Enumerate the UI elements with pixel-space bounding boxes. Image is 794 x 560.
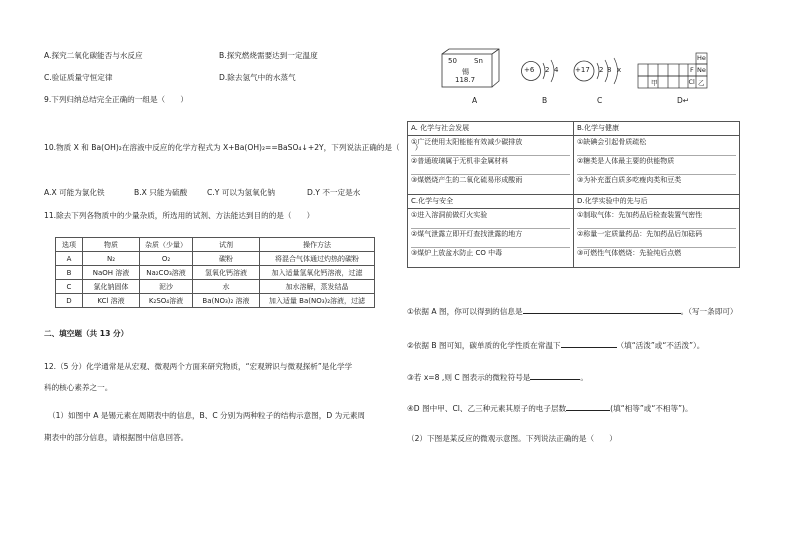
table-cell: 水 <box>193 280 260 294</box>
question-text: ①依据 A 图，你可以得到的信息是 <box>407 307 523 316</box>
element-f: F <box>690 66 694 74</box>
cell-title: A. 化学与社会发展 <box>411 124 470 132</box>
list-item: ②称量一定质量药品：先加药品后加砝码 <box>577 228 736 247</box>
answer-blank[interactable] <box>530 371 580 380</box>
shell-2-electrons: 8 <box>607 66 612 74</box>
shell-3-electrons: x <box>617 66 622 74</box>
q10-option-b: B.X 只能为硫酸 <box>134 188 188 197</box>
table-row <box>56 280 375 294</box>
list-item: ③煤炉上放盆水防止 CO 中毒 <box>411 247 570 266</box>
table-cell: 加入适量 Ba(NO₃)₂溶液，过滤 <box>260 294 375 308</box>
list-item: ②普通玻璃属于无机非金属材料 <box>411 155 570 174</box>
cell-b-items <box>574 136 740 195</box>
section-heading: 二、填空题（共 13 分） <box>44 329 129 338</box>
element-cl: Cl <box>688 78 695 86</box>
table-cell: NaOH 溶液 <box>83 266 140 280</box>
question-text: 。 <box>580 373 588 382</box>
element-yi: 乙 <box>698 79 705 87</box>
answer-blank[interactable] <box>566 402 610 411</box>
question-text: ③若 x=8 ,则 C 图表示的微粒符号是 <box>407 373 531 382</box>
table-cell: KCl 溶液 <box>83 294 140 308</box>
question-12-2: （2）下图是某反应的微观示意图。下列说法正确的是（ ） <box>407 434 617 443</box>
list-item: ②糖类是人体最主要的供能物质 <box>577 155 736 174</box>
table-cell: Ba(NO₃)₂ 溶液 <box>193 294 260 308</box>
cell-d <box>574 195 740 209</box>
q12-line-1: 12.（5 分）化学通常是从宏观、微观两个方面来研究物质，“宏观辨识与微观探析”是化学学 <box>44 362 353 371</box>
table-header: 杂质（少量） <box>140 238 193 252</box>
figure-a-element-box <box>441 48 501 88</box>
table-row <box>56 252 375 266</box>
table-cell: O₂ <box>140 252 193 266</box>
impurity-table <box>55 237 375 308</box>
list-item: ②煤气泄露立即开灯查找泄露的地方 <box>411 228 570 247</box>
q12-1-line-2: 期表中的部分信息，请根据图中信息回答。 <box>44 433 189 442</box>
table-cell: D <box>56 294 83 308</box>
q12-line-2: 科的核心素养之一。 <box>44 383 113 392</box>
cell-a <box>408 122 574 136</box>
cell-d-items <box>574 209 740 268</box>
q10-option-c: C.Y 可以为氢氧化钠 <box>207 188 275 197</box>
table-cell: C <box>56 280 83 294</box>
q8-option-a: A.探究二氧化碳能否与水反应 <box>44 51 143 60</box>
summary-table <box>407 121 740 268</box>
cell-title: D.化学实验中的先与后 <box>577 197 648 205</box>
question-text: （填“活泼”或“不活泼”）。 <box>616 341 705 350</box>
q10-option-d: D.Y 不一定是水 <box>307 188 361 197</box>
table-row <box>56 294 375 308</box>
shell-1-electrons: 2 <box>545 66 550 74</box>
table-cell: K₂SO₄溶液 <box>140 294 193 308</box>
list-item: ③可燃性气体燃烧：先验纯后点燃 <box>577 247 736 266</box>
element-he: He <box>697 54 706 62</box>
figure-b-label: B <box>542 96 548 105</box>
q10-option-a: A.X 可能为氯化铁 <box>44 188 105 197</box>
list-item: ①缺碘会引起骨质疏松 <box>577 138 647 146</box>
atomic-number: 50 <box>448 57 457 65</box>
answer-blank[interactable] <box>523 305 681 314</box>
figure-d-label: D↵ <box>677 96 690 105</box>
question-10: 10.物质 X 和 Ba(OH)₂在溶液中反应的化学方程式为 X+Ba(OH)₂==BaSO₄↓+2Y，下列说法正确的是（ ） <box>44 143 423 152</box>
table-header: 操作方法 <box>260 238 375 252</box>
question-12-1-c <box>407 371 588 383</box>
table-cell: 加水溶解，蒸发结晶 <box>260 280 375 294</box>
table-cell: N₂ <box>83 252 140 266</box>
table-cell: B <box>56 266 83 280</box>
shell-2-electrons: 4 <box>554 66 559 74</box>
figure-c-label: C <box>597 96 603 105</box>
cell-c-items <box>408 209 574 268</box>
q8-option-c: C.验证质量守恒定律 <box>44 73 113 82</box>
question-text: (填“相等”或“不相等”)。 <box>610 404 693 413</box>
table-header-row <box>56 238 375 252</box>
table-cell: 泥沙 <box>140 280 193 294</box>
figure-a-label: A <box>472 96 478 105</box>
figure-b-atom <box>520 57 564 85</box>
element-ne: Ne <box>697 66 706 74</box>
shell-1-electrons: 2 <box>599 66 604 74</box>
question-12-1-b <box>407 339 704 351</box>
table-cell: 氯化钠固体 <box>83 280 140 294</box>
list-item: ③为补充蛋白质多吃瘦肉类和豆类 <box>577 174 736 193</box>
nucleus-charge: +17 <box>575 66 590 74</box>
list-item: ①广泛使用太阳能能有效减少碳排放 <box>411 138 523 146</box>
table-cell: 碳粉 <box>193 252 260 266</box>
table-header: 物质 <box>83 238 140 252</box>
table-header: 试剂 <box>193 238 260 252</box>
element-jia: 甲 <box>651 79 658 87</box>
q8-option-d: D.除去氢气中的水蒸气 <box>219 73 296 82</box>
cell-title: B.化学与健康 <box>577 124 620 132</box>
nucleus-charge: +6 <box>524 66 535 74</box>
element-name: 锡 <box>462 68 469 76</box>
question-9: 9.下列归纳总结完全正确的一组是（ ） <box>44 95 188 104</box>
table-row <box>56 266 375 280</box>
question-11: 11.除去下列各物质中的少量杂质，所选用的试剂、方法能达到目的的是（ ） <box>44 211 315 220</box>
cell-title: C.化学与安全 <box>411 197 454 205</box>
atomic-mass: 118.7 <box>455 76 476 84</box>
figure-c-atom <box>572 57 632 85</box>
question-text: ④D 图中甲、Cl、乙三种元素其原子的电子层数 <box>407 404 567 413</box>
question-text: 。（写一条即可） <box>680 307 738 316</box>
question-text: ②依据 B 图可知，碳单质的化学性质在常温下 <box>407 341 561 350</box>
question-12-1-d <box>407 402 693 414</box>
answer-blank[interactable] <box>561 339 617 348</box>
list-item: ①制取气体：先加药品后检查装置气密性 <box>577 211 703 219</box>
table-cell: A <box>56 252 83 266</box>
q12-1-line-1: （1）如图中 A 是锡元素在周期表中的信息，B、C 分别为两种粒子的结构示意图，D 为元素周 <box>48 411 366 420</box>
q8-option-b: B.探究燃烧需要达到一定温度 <box>219 51 318 60</box>
cell-a-items <box>408 136 574 195</box>
list-item: ③煤燃烧产生的二氧化硫易形成酸雨 <box>411 174 570 193</box>
figure-d-periodic-table <box>636 52 708 90</box>
table-cell: Na₂CO₃溶液 <box>140 266 193 280</box>
question-12-1-a <box>407 305 738 317</box>
table-header: 选项 <box>56 238 83 252</box>
cell-b <box>574 122 740 136</box>
cell-c <box>408 195 574 209</box>
table-cell: 氢氧化钙溶液 <box>193 266 260 280</box>
table-cell: 将混合气体通过灼热的碳粉 <box>260 252 375 266</box>
table-cell: 加入适量氢氧化钙溶液，过滤 <box>260 266 375 280</box>
list-item: ①进入溶洞前做灯火实验 <box>411 211 488 219</box>
element-symbol: Sn <box>474 57 483 65</box>
